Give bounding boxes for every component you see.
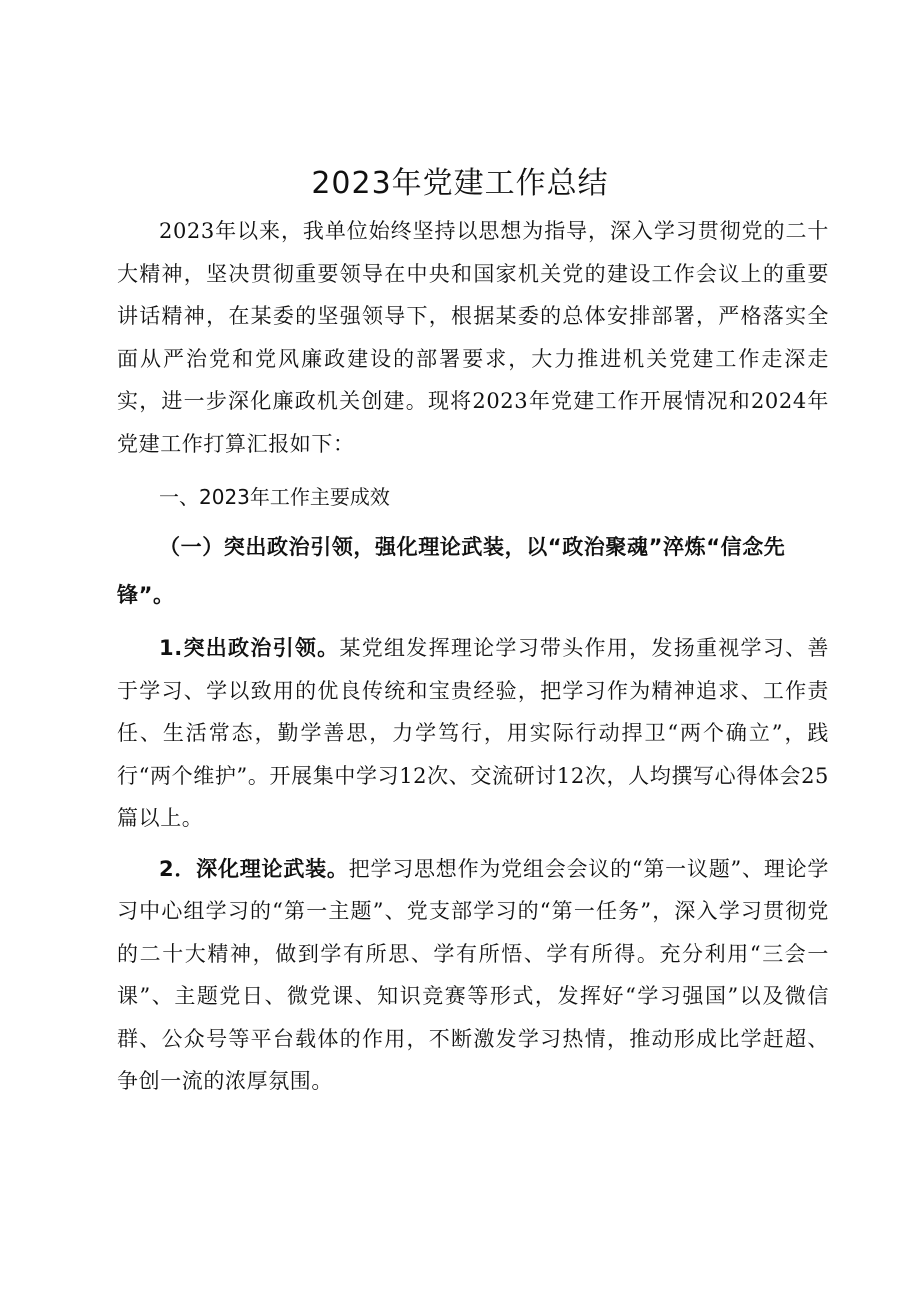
item-lead-2: 2．深化理论武装。 (159, 856, 349, 881)
document-title: 2023年党建工作总结 (311, 166, 609, 201)
item-text-1: 某党组发挥理论学习带头作用，发扬重视学习、善于学习、学以致用的优良传统和宝贵经验，把学习作为精神追求、工作责任、生活常态，勤学善思，力学笃行，用实际行动捍卫“两个确立”，践行“两个维护”。开展集中学习12次、交流研讨12次，人均撰写心得体会25篇以上。 (117, 636, 829, 830)
item-text-2: 把学习思想作为党组会会议的“第一议题”、理论学习中心组学习的“第一主题”、党支部学习的“第一任务”，深入学习贯彻党的二十大精神，做到学有所思、学有所悟、学有所得。充分利用“三会一课”、主题党日、微党课、知识竞赛等形式，发挥好“学习强国”以及微信群、公众号等平台载体的作用，不断激发学习热情，推动形成比学赶超、争创一流的浓厚氛围。 (117, 856, 829, 1093)
intro-paragraph: 2023年以来，我单位始终坚持以思想为指导，深入学习贯彻党的二十大精神，坚决贯彻重要领导在中央和国家机关党的建设工作会议上的重要讲话精神，在某委的坚强领导下，根据某委的总体安排部署，严格落实全面从严治党和党风廉政建设的部署要求，大力推进机关党建工作走深走实，进一步深化廉政机关创建。现将2023年党建工作开展情况和2024年党建工作打算汇报如下： (117, 219, 829, 456)
subsection-heading: （一）突出政治引领，强化理论武装，以“政治聚魂”淬炼“信念先锋”。 (117, 535, 786, 607)
section-heading: 一、2023年工作主要成效 (159, 485, 390, 509)
item-paragraph-1 (117, 627, 829, 840)
item-lead-1: 1.突出政治引领。 (159, 636, 340, 660)
item-paragraph-2 (117, 848, 829, 1103)
document-body (117, 210, 829, 1103)
